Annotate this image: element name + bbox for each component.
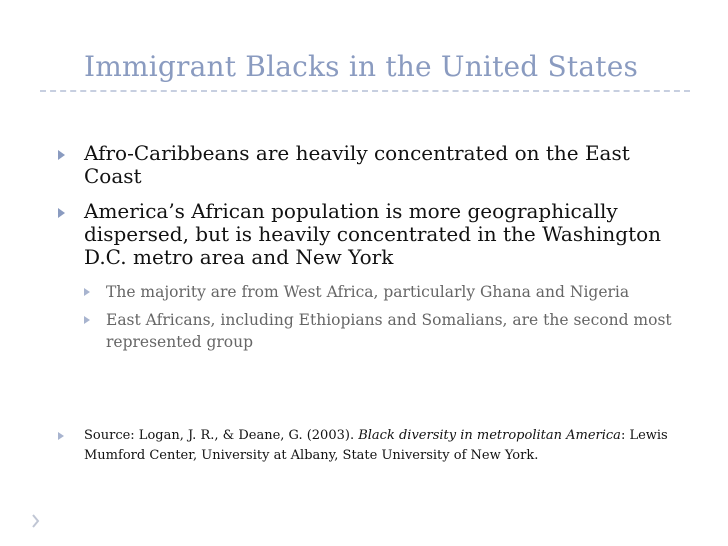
- title-divider: [40, 90, 690, 92]
- source-title: Black diversity in metropolitan America: [358, 428, 621, 443]
- source-suffix: : Lewis Mumford Center, University at Albany, State University of New York.: [84, 428, 668, 463]
- bullet-text: America’s African population is more geographically dispersed, but is heavily concentrated in the Washington D.C. metro area and New York: [84, 199, 662, 269]
- source-prefix: Source: Logan, J. R., & Deane, G. (2003).: [84, 428, 359, 443]
- triangle-right-icon: [58, 432, 64, 440]
- triangle-right-icon: [84, 316, 90, 324]
- slide-title: Immigrant Blacks in the United States: [84, 50, 639, 83]
- sub-bullet-text: East Africans, including Ethiopians and Somalians, are the second most represented group: [106, 311, 672, 351]
- source-citation: [84, 426, 684, 466]
- sub-bullet-text: The majority are from West Africa, particularly Ghana and Nigeria: [106, 283, 630, 301]
- triangle-right-icon: [58, 208, 65, 218]
- triangle-right-icon: [84, 288, 90, 296]
- bullet-text: Afro-Caribbeans are heavily concentrated on the East Coast: [84, 141, 630, 188]
- triangle-right-icon: [58, 150, 65, 160]
- next-slide-icon[interactable]: [32, 514, 40, 528]
